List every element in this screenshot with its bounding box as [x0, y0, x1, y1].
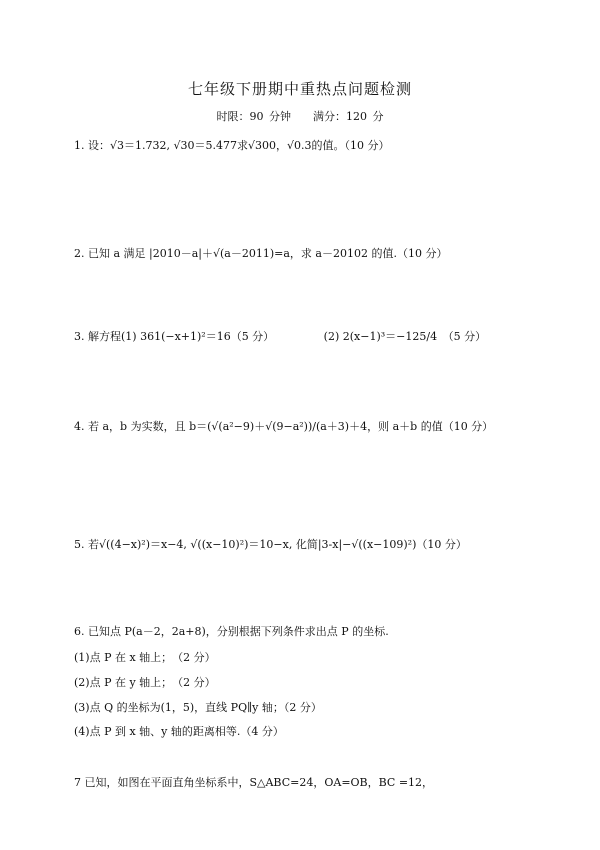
- question-6-part-3: (3)点 Q 的坐标为(1，5)，直线 PQ∥y 轴；（2 分）: [74, 701, 322, 714]
- exam-info: 时限：90 分钟 满分：120 分: [216, 110, 384, 123]
- question-4: 4. 若 a，b 为实数，且 b＝(√(a²−9)＋√(9−a²))/(a＋3)＋4，则 a＋b 的值（10 分）: [74, 420, 494, 433]
- question-2: 2. 已知 a 满足 |2010－a|＋√(a－2011)=a，求 a－20102 的值.（10 分）: [74, 247, 448, 260]
- question-3: 3. 解方程(1) 361(−x+1)²＝16（5 分） (2) 2(x−1)³＝−125/4 （5 分）: [74, 330, 487, 343]
- question-6-part-1: (1)点 P 在 x 轴上； （2 分）: [74, 651, 216, 664]
- question-1: 1. 设：√3＝1.732, √30＝5.477求√300，√0.3的值。（10 分）: [74, 139, 390, 152]
- question-5: 5. 若√((4−x)²)＝x−4, √((x−10)²)＝10−x, 化简|3-x|−√((x−109)²)（10 分）: [74, 538, 467, 551]
- question-7: 7 已知，如图在平面直角坐标系中，S△ABC=24，OA=OB，BC =12，: [74, 776, 434, 789]
- question-6-part-2: (2)点 P 在 y 轴上； （2 分）: [74, 676, 216, 689]
- question-6: 6. 已知点 P(a－2，2a+8)，分别根据下列条件求出点 P 的坐标.: [74, 625, 389, 638]
- question-6-part-4: (4)点 P 到 x 轴、y 轴的距离相等.（4 分）: [74, 725, 284, 738]
- page-title: 七年级下册期中重热点问题检测: [187, 80, 412, 98]
